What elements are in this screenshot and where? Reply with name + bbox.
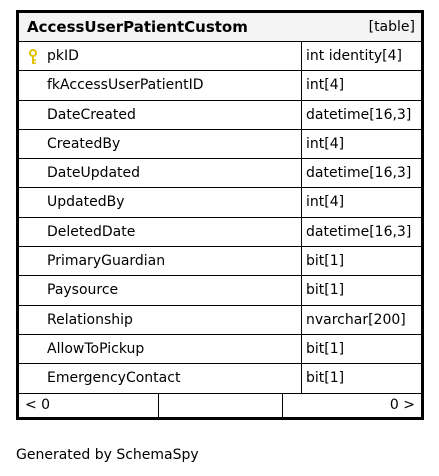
column-type: int[4] (306, 135, 345, 152)
column-row (19, 364, 421, 393)
key-icon (28, 49, 38, 65)
table-node (16, 10, 424, 420)
column-type: bit[1] (306, 340, 345, 357)
column-row (19, 306, 421, 335)
column-name: CreatedBy (19, 130, 302, 158)
column-row (19, 218, 421, 247)
column-row (19, 42, 421, 71)
column-row (19, 247, 421, 276)
column-type: datetime[16,3] (306, 165, 412, 182)
column-type: datetime[16,3] (306, 106, 412, 123)
column-row (19, 130, 421, 159)
column-name: UpdatedBy (19, 188, 302, 216)
column-name: DeletedDate (19, 218, 302, 246)
column-name: EmergencyContact (19, 364, 302, 392)
column-row (19, 276, 421, 305)
table-footer (19, 394, 421, 417)
column-type: bit[1] (306, 282, 345, 299)
column-row (19, 159, 421, 188)
table-header (19, 13, 421, 42)
table-name: AccessUserPatientCustom (27, 18, 248, 36)
column-row (19, 335, 421, 364)
column-name: Paysource (19, 276, 302, 304)
column-type: datetime[16,3] (306, 223, 412, 240)
column-type: bit[1] (306, 253, 345, 270)
column-name: Relationship (19, 306, 302, 334)
column-type: nvarchar[200] (306, 311, 406, 328)
generated-by-label: Generated by SchemaSpy (16, 447, 199, 463)
column-type: int[4] (306, 77, 345, 94)
column-type: int identity[4] (306, 48, 402, 64)
column-name: PrimaryGuardian (19, 247, 302, 275)
column-type: int[4] (306, 194, 345, 211)
column-name: DateUpdated (19, 159, 302, 187)
column-type: bit[1] (306, 370, 345, 387)
parents-count: < 0 (19, 394, 159, 417)
column-name: DateCreated (19, 101, 302, 129)
column-name: pkID (47, 48, 79, 64)
footer-spacer (159, 394, 283, 417)
column-row (19, 71, 421, 100)
column-name: fkAccessUserPatientID (19, 71, 302, 99)
column-name: AllowToPickup (19, 335, 302, 363)
column-row (19, 188, 421, 217)
table-kind: [table] (368, 19, 415, 35)
column-row (19, 101, 421, 130)
children-count: 0 > (389, 396, 415, 413)
